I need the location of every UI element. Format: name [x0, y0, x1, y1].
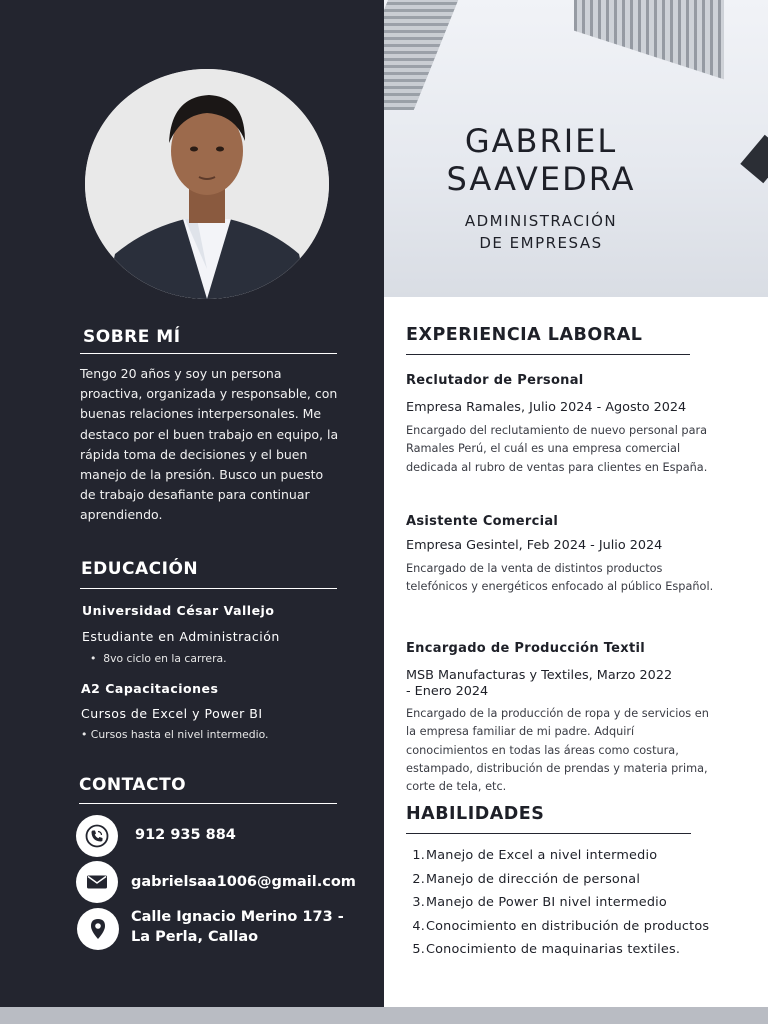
job-description: Encargado de la venta de distintos productos telefónicos y energéticos enfocado al público Español.	[406, 562, 714, 594]
job-title-line2: DE EMPRESAS	[479, 234, 603, 252]
education-detail: • Cursos hasta el nivel intermedio.	[81, 728, 269, 741]
building-image	[574, 0, 724, 79]
job-company: Empresa Gesintel, Feb 2024 - Julio 2024	[406, 538, 663, 553]
bullet-icon: •	[90, 652, 97, 665]
skill-text: Manejo de Power BI nivel intermedio	[426, 895, 667, 911]
job-description: Encargado de la producción de ropa y de servicios en la empresa familiar de mi padre. Adquirí conocimientos en todas las áreas como costura, estampado, distribución de prendas y materia prima, corte de tela, etc.	[406, 707, 709, 794]
education-heading: EDUCACIÓN	[81, 559, 199, 579]
skills-heading: HABILIDADES	[406, 804, 545, 824]
list-item	[410, 893, 760, 917]
about-divider	[80, 353, 337, 354]
education-institution: Universidad César Vallejo	[82, 603, 275, 618]
contact-heading: CONTACTO	[79, 775, 187, 795]
job-title: Asistente Comercial	[406, 514, 559, 529]
experience-divider	[406, 354, 690, 355]
skill-text: Manejo de Excel a nivel intermedio	[426, 848, 658, 863]
contact-address-line2: La Perla, Callao	[131, 929, 259, 945]
building-image	[384, 0, 474, 110]
job-company: Empresa Ramales, Julio 2024 - Agosto 2024	[406, 400, 687, 415]
list-item	[410, 940, 760, 964]
job-company: MSB Manufacturas y Textiles, Marzo 2022	[406, 668, 673, 683]
skill-text: Conocimiento de maquinarias textiles.	[426, 942, 681, 958]
contact-email[interactable]: gabrielsaa1006@gmail.com	[131, 874, 356, 890]
about-text: Tengo 20 años y soy un persona proactiva, organizada y responsable, con buenas relaciones interpersonales. Me destaco por el buen trabajo en equipo, la rápida toma de decisiones y el buen manejo de la presión. Busco un puesto de trabajo desafiante para continuar aprendiendo.	[80, 366, 339, 523]
list-number: 5.	[412, 942, 425, 958]
skill-text: Conocimiento en distribución de productos	[426, 918, 710, 934]
list-number: 2.	[412, 871, 425, 887]
list-number: 3.	[412, 895, 425, 911]
building-image	[740, 135, 768, 183]
profile-photo	[85, 69, 329, 299]
job-title: Encargado de Producción Textil	[406, 641, 645, 656]
about-heading: SOBRE MÍ	[83, 327, 181, 347]
list-number: 4.	[412, 918, 425, 934]
education-divider	[80, 588, 337, 589]
experience-heading: EXPERIENCIA LABORAL	[406, 325, 643, 345]
name-first: GABRIEL	[464, 122, 618, 160]
contact-phone[interactable]: 912 935 884	[135, 827, 236, 843]
education-institution: A2 Capacitaciones	[81, 681, 219, 696]
location-pin-icon	[77, 908, 119, 950]
skills-divider	[406, 833, 691, 834]
list-number: 1.	[412, 848, 425, 863]
job-title: Reclutador de Personal	[406, 373, 584, 388]
education-detail	[90, 652, 227, 665]
list-item	[410, 917, 760, 941]
job-company: - Enero 2024	[406, 684, 489, 699]
mail-icon	[76, 861, 118, 903]
list-item	[410, 870, 760, 894]
contact-divider	[79, 803, 337, 804]
contact-address-line1: Calle Ignacio Merino 173 -	[131, 909, 344, 925]
phone-icon	[76, 815, 118, 857]
list-item	[410, 846, 760, 870]
education-degree: Cursos de Excel y Power BI	[81, 706, 263, 721]
name-last: SAAVEDRA	[446, 160, 636, 198]
job-title-line1: ADMINISTRACIÓN	[464, 212, 618, 230]
skill-text: Manejo de dirección de personal	[426, 871, 641, 887]
education-degree: Estudiante en Administración	[82, 629, 280, 644]
education-detail-text: 8vo ciclo en la carrera.	[103, 652, 227, 665]
profile-photo-image	[85, 69, 329, 299]
job-description: Encargado del reclutamiento de nuevo personal para Ramales Perú, el cuál es una empresa comercial dedicada al rubro de ventas para clientes en España.	[406, 424, 708, 474]
bottom-bar	[0, 1007, 768, 1024]
skills-list	[410, 846, 760, 964]
